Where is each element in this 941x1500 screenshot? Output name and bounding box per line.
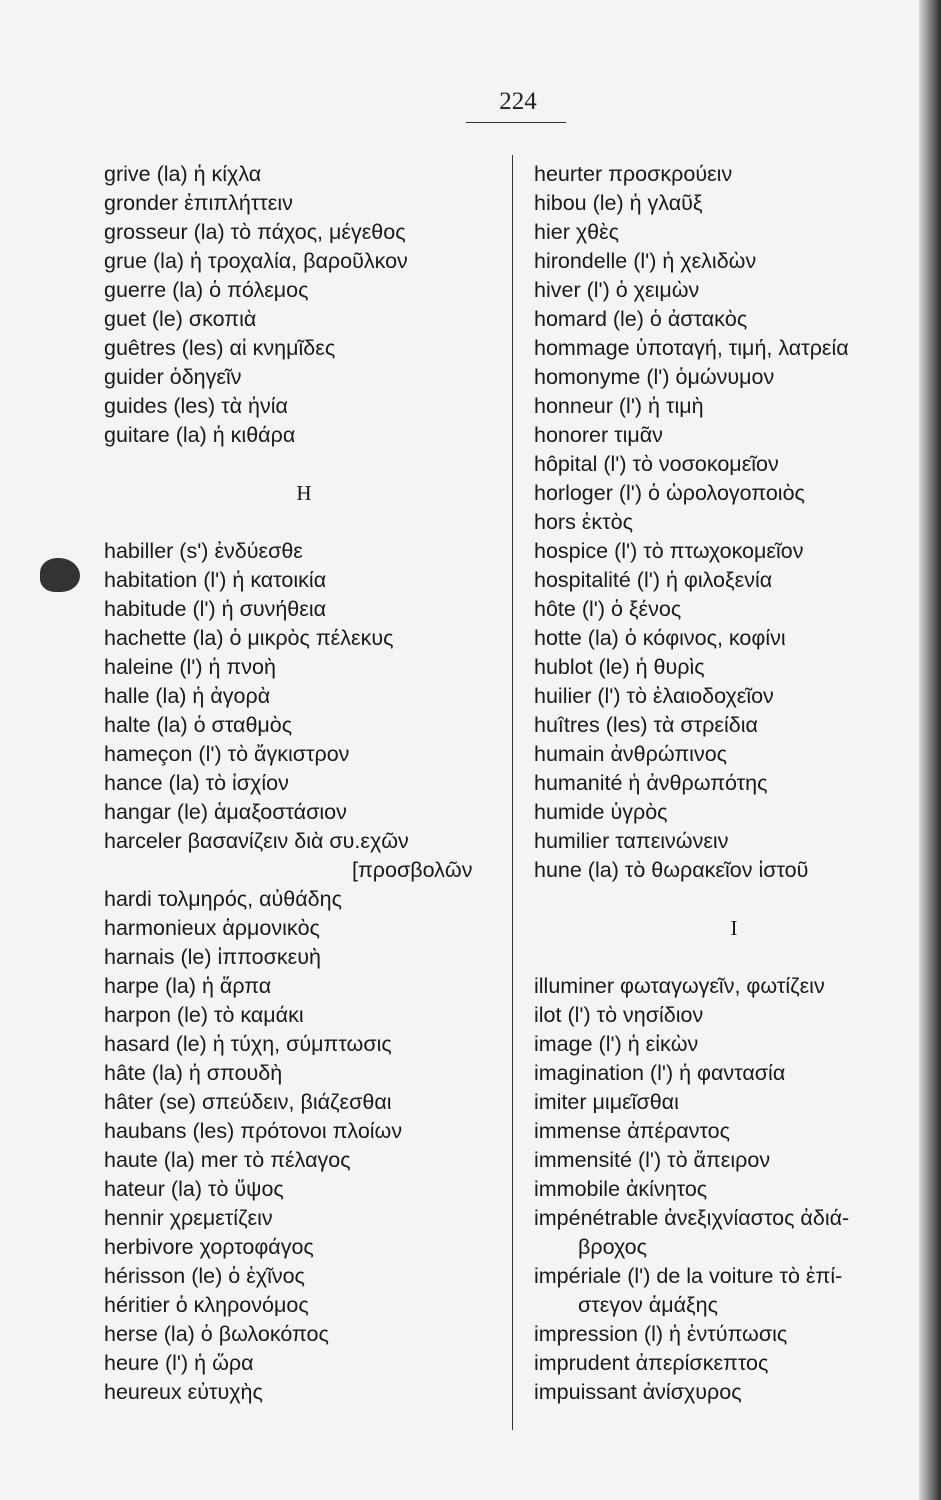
page-number: 224 [499,88,537,115]
dictionary-entry: haute (la) mer τὸ πέλαγος [104,1148,351,1172]
dictionary-entry: habitation (l') ἡ κατοικία [104,568,327,592]
dictionary-entry: gronder ἐπιπλήττειν [104,191,293,215]
dictionary-entry: grosseur (la) τὸ πάχος, μέγεθος [104,220,406,244]
dictionary-entry: hâte (la) ἡ σπουδὴ [104,1061,283,1085]
dictionary-entry: impression (l) ἡ ἐντύπωσις [534,1322,788,1346]
dictionary-entry: horloger (l') ὁ ὡρολογοποιὸς [534,481,805,505]
dictionary-entry: herbivore χορτοφάγος [104,1235,314,1259]
section-letter: I [730,916,738,940]
dictionary-entry: guerre (la) ὁ πόλεμος [104,278,309,302]
dictionary-entry: hommage ὑποταγή, τιμή, λατρεία [534,336,849,360]
dictionary-entry: hotte (la) ὁ κόφινος, κοφίνι [534,626,786,650]
dictionary-entry: honneur (l') ἡ τιμὴ [534,394,704,418]
dictionary-entry: harpe (la) ἡ ἅρπα [104,974,272,998]
dictionary-entry: habiller (s') ἐνδύεσθε [104,539,303,563]
dictionary-entry: guider ὁδηγεῖν [104,365,242,389]
dictionary-entry: harmonieux ἁρμονικὸς [104,916,320,940]
dictionary-entry: imiter μιμεῖσθαι [534,1090,679,1114]
dictionary-entry: impénétrable ἀνεξιχνίαστος ἀδιά- [534,1206,850,1230]
dictionary-entry: immense ἀπέραντος [534,1119,730,1143]
right-column [534,160,919,1407]
dictionary-entry: hier χθὲς [534,220,620,244]
dictionary-entry: hospice (l') τὸ πτωχοκομεῖον [534,539,804,563]
dictionary-entry: hardi τολμηρός, αὐθάδης [104,887,342,911]
entry-continuation: στεγον ἁμάξης [578,1293,718,1317]
dictionary-entry: harnais (le) ἱπποσκευὴ [104,945,321,969]
dictionary-entry: immobile ἀκίνητος [534,1177,708,1201]
dictionary-entry: harpon (le) τὸ καμάκι [104,1003,304,1027]
dictionary-entry: hôpital (l') τὸ νοσοκομεῖον [534,452,779,476]
dictionary-entry: immensité (l') τὸ ἄπειρον [534,1148,771,1172]
dictionary-entry: homard (le) ὁ ἀστακὸς [534,307,748,331]
dictionary-entry: hachette (la) ὁ μικρὸς πέλεκυς [104,626,394,650]
dictionary-entry: hameçon (l') τὸ ἄγκιστρον [104,742,350,766]
dictionary-entry: humide ὑγρὸς [534,800,668,824]
dictionary-entry: hublot (le) ἡ θυρὶς [534,655,705,679]
dictionary-entry: habitude (l') ἡ συνήθεια [104,597,327,621]
dictionary-entry: grive (la) ἡ κίχλα [104,162,262,186]
dictionary-entry: illuminer φωταγωγεῖν, φωτίζειν [534,974,825,998]
dictionary-entry: hangar (le) ἁμαξοστάσιον [104,800,347,824]
blank-line [104,450,504,479]
dictionary-entry: image (l') ἡ εἰκὼν [534,1032,699,1056]
page-number-rule [466,122,566,123]
dictionary-entry: hance (la) τὸ ἰσχίον [104,771,289,795]
dictionary-entry: halte (la) ὁ σταθμὸς [104,713,293,737]
dictionary-entry: herse (la) ὁ βωλοκόπος [104,1322,329,1346]
dictionary-entry: guitare (la) ἡ κιθάρα [104,423,296,447]
dictionary-entry: grue (la) ἡ τροχαλία, βαροῦλκον [104,249,408,273]
dictionary-entry: hateur (la) τὸ ὕψος [104,1177,284,1201]
blank-line [534,885,919,914]
dictionary-entry: hasard (le) ἡ τύχη, σύμπτωσις [104,1032,392,1056]
dictionary-entry: ilot (l') τὸ νησίδιον [534,1003,704,1027]
dictionary-entry: guêtres (les) αἱ κνημῖδες [104,336,336,360]
entry-continuation: [προσβολῶν [352,858,473,882]
ink-blot [40,558,80,592]
dictionary-entry: hennir χρεμετίζειν [104,1206,273,1230]
section-letter: H [296,481,312,505]
dictionary-entry: heure (l') ἡ ὥρα [104,1351,254,1375]
book-spine-shadow [919,0,941,1500]
dictionary-entry: héritier ὁ κληρονόμος [104,1293,309,1317]
dictionary-entry: haleine (l') ἡ πνοὴ [104,655,276,679]
dictionary-entry: hibou (le) ἡ γλαῦξ [534,191,703,215]
entry-continuation: βροχος [578,1235,648,1259]
dictionary-entry: hérisson (le) ὁ ἐχῖνος [104,1264,305,1288]
blank-line [104,508,504,537]
dictionary-entry: humain ἀνθρώπινος [534,742,728,766]
dictionary-entry: heurter προσκρούειν [534,162,733,186]
dictionary-entry: humanité ἡ ἀνθρωπότης [534,771,768,795]
dictionary-entry: impuissant ἀνίσχυρος [534,1380,742,1404]
dictionary-entry: homonyme (l') ὁμώνυμον [534,365,775,389]
dictionary-entry: hors ἐκτὸς [534,510,633,534]
dictionary-entry: guides (les) τὰ ἡνία [104,394,288,418]
dictionary-entry: honorer τιμᾶν [534,423,663,447]
dictionary-entry: hune (la) τὸ θωρακεῖον ἱστοῦ [534,858,809,882]
dictionary-entry: huîtres (les) τὰ στρείδια [534,713,758,737]
dictionary-entry: huilier (l') τὸ ἐλαιοδοχεῖον [534,684,774,708]
dictionary-entry: harceler βασανίζειν διὰ συ.εχῶν [104,829,409,853]
dictionary-entry: hôte (l') ὁ ξένος [534,597,682,621]
dictionary-entry: guet (le) σκοπιὰ [104,307,257,331]
dictionary-entry: hospitalité (l') ἡ φιλοξενία [534,568,773,592]
dictionary-entry: imprudent ἀπερίσκεπτος [534,1351,769,1375]
blank-line [534,943,919,972]
dictionary-entry: haubans (les) πρότονοι πλοίων [104,1119,403,1143]
dictionary-entry: heureux εὐτυχὴς [104,1380,263,1404]
dictionary-entry: impériale (l') de la voiture τὸ ἐπί- [534,1264,843,1288]
dictionary-entry: hiver (l') ὁ χειμὼν [534,278,700,302]
dictionary-entry: imagination (l') ἡ φαντασία [534,1061,786,1085]
dictionary-entry: hâter (se) σπεύδειν, βιάζεσθαι [104,1090,392,1114]
column-divider [512,155,513,1430]
dictionary-entry: halle (la) ἡ ἀγορὰ [104,684,271,708]
dictionary-entry: hirondelle (l') ἡ χελιδὼν [534,249,757,273]
dictionary-entry: humilier ταπεινώνειν [534,829,729,853]
left-column [104,160,504,1407]
